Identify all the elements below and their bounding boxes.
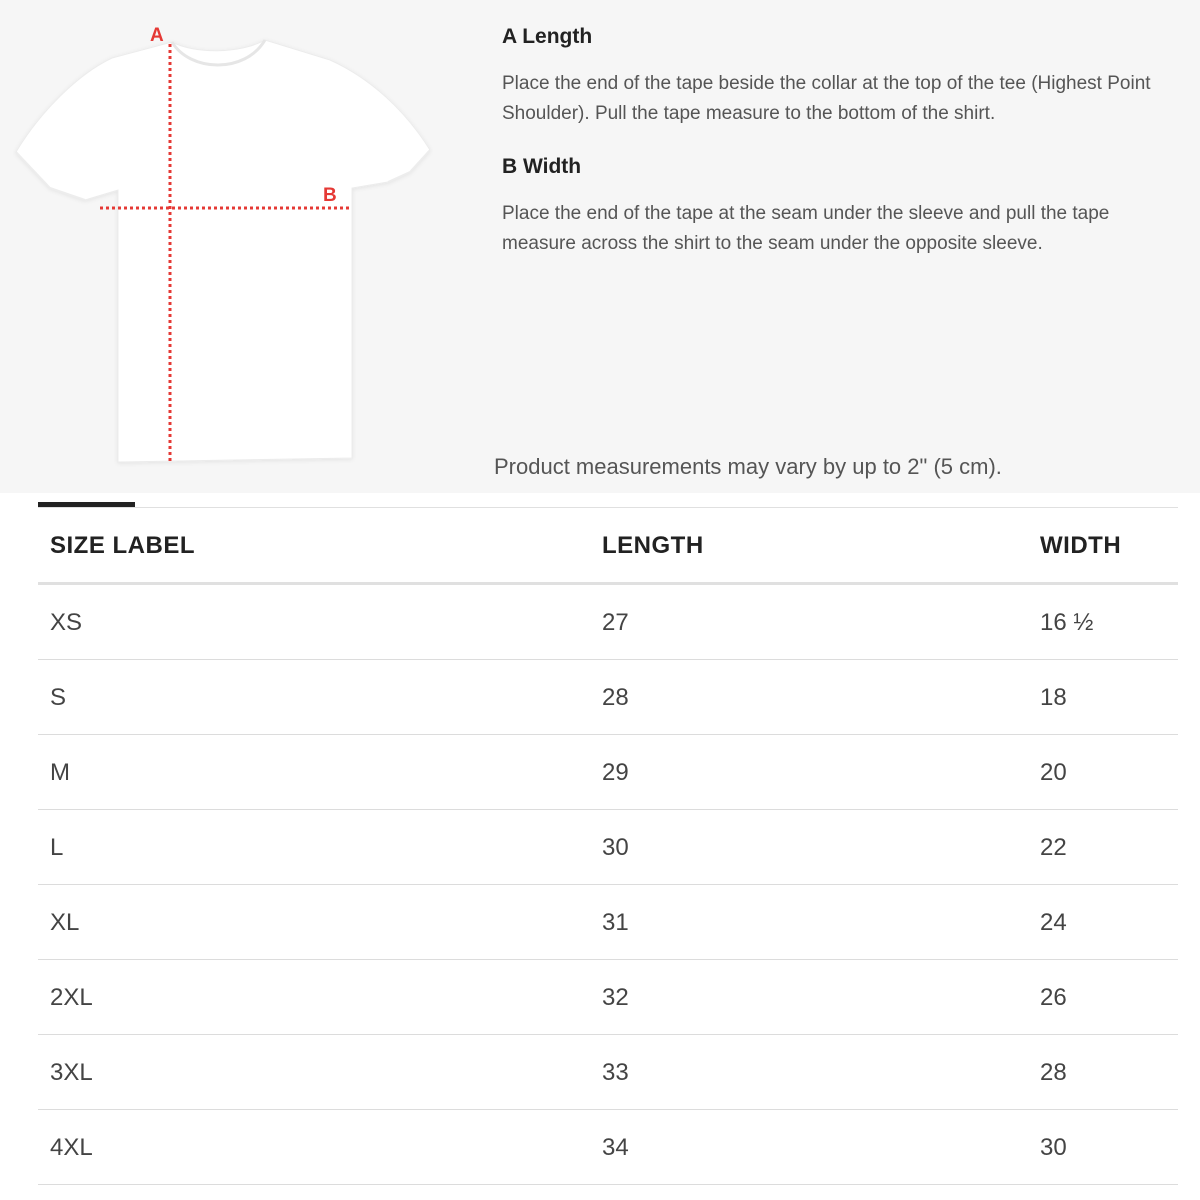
width-cell: 24 [1040,909,1067,936]
tshirt-shape [16,40,430,462]
size-cell: M [50,759,70,786]
header-size-label: SIZE LABEL [50,532,196,559]
size-cell: 3XL [50,1059,93,1086]
length-cell: 34 [602,1134,629,1161]
measurement-note: Product measurements may vary by up to 2" (5 cm). [494,454,1002,479]
table-row [38,1035,1178,1110]
tshirt-diagram [0,0,470,493]
size-table [38,508,1178,1185]
length-cell: 32 [602,984,629,1011]
header-length: LENGTH [602,532,704,559]
width-cell: 28 [1040,1059,1067,1086]
table-row [38,810,1178,885]
table-row [38,735,1178,810]
table-row [38,1110,1178,1185]
length-cell: 27 [602,609,629,636]
tshirt-diagram-svg [0,0,470,493]
length-cell: 31 [602,909,629,936]
size-cell: XS [50,609,83,636]
size-cell: 2XL [50,984,93,1011]
marker-a: A [150,25,164,46]
length-cell: 29 [602,759,629,786]
width-cell: 26 [1040,984,1067,1011]
size-cell: XL [50,909,80,936]
width-cell: 16 ½ [1040,609,1094,636]
size-cell: L [50,834,64,861]
table-row [38,585,1178,660]
width-description: Place the end of the tape at the seam under the sleeve and pull the tape measure across the shirt to the seam under the opposite sleeve. [502,203,1110,254]
length-cell: 30 [602,834,629,861]
width-heading: B Width [502,155,582,178]
measurement-guide [0,0,1200,493]
marker-b: B [323,185,337,206]
size-cell: 4XL [50,1134,93,1161]
length-heading: A Length [502,25,593,48]
table-row [38,660,1178,735]
size-cell: S [50,684,67,711]
width-cell: 18 [1040,684,1067,711]
length-description: Place the end of the tape beside the collar at the top of the tee (Highest Point Shoulder). Pull the tape measure to the bottom of the shirt. [502,73,1151,124]
width-cell: 22 [1040,834,1067,861]
table-row [38,885,1178,960]
width-cell: 20 [1040,759,1067,786]
size-table-header [38,508,1178,585]
header-width: WIDTH [1040,532,1122,559]
length-cell: 33 [602,1059,629,1086]
width-cell: 30 [1040,1134,1067,1161]
table-row [38,960,1178,1035]
length-cell: 28 [602,684,629,711]
